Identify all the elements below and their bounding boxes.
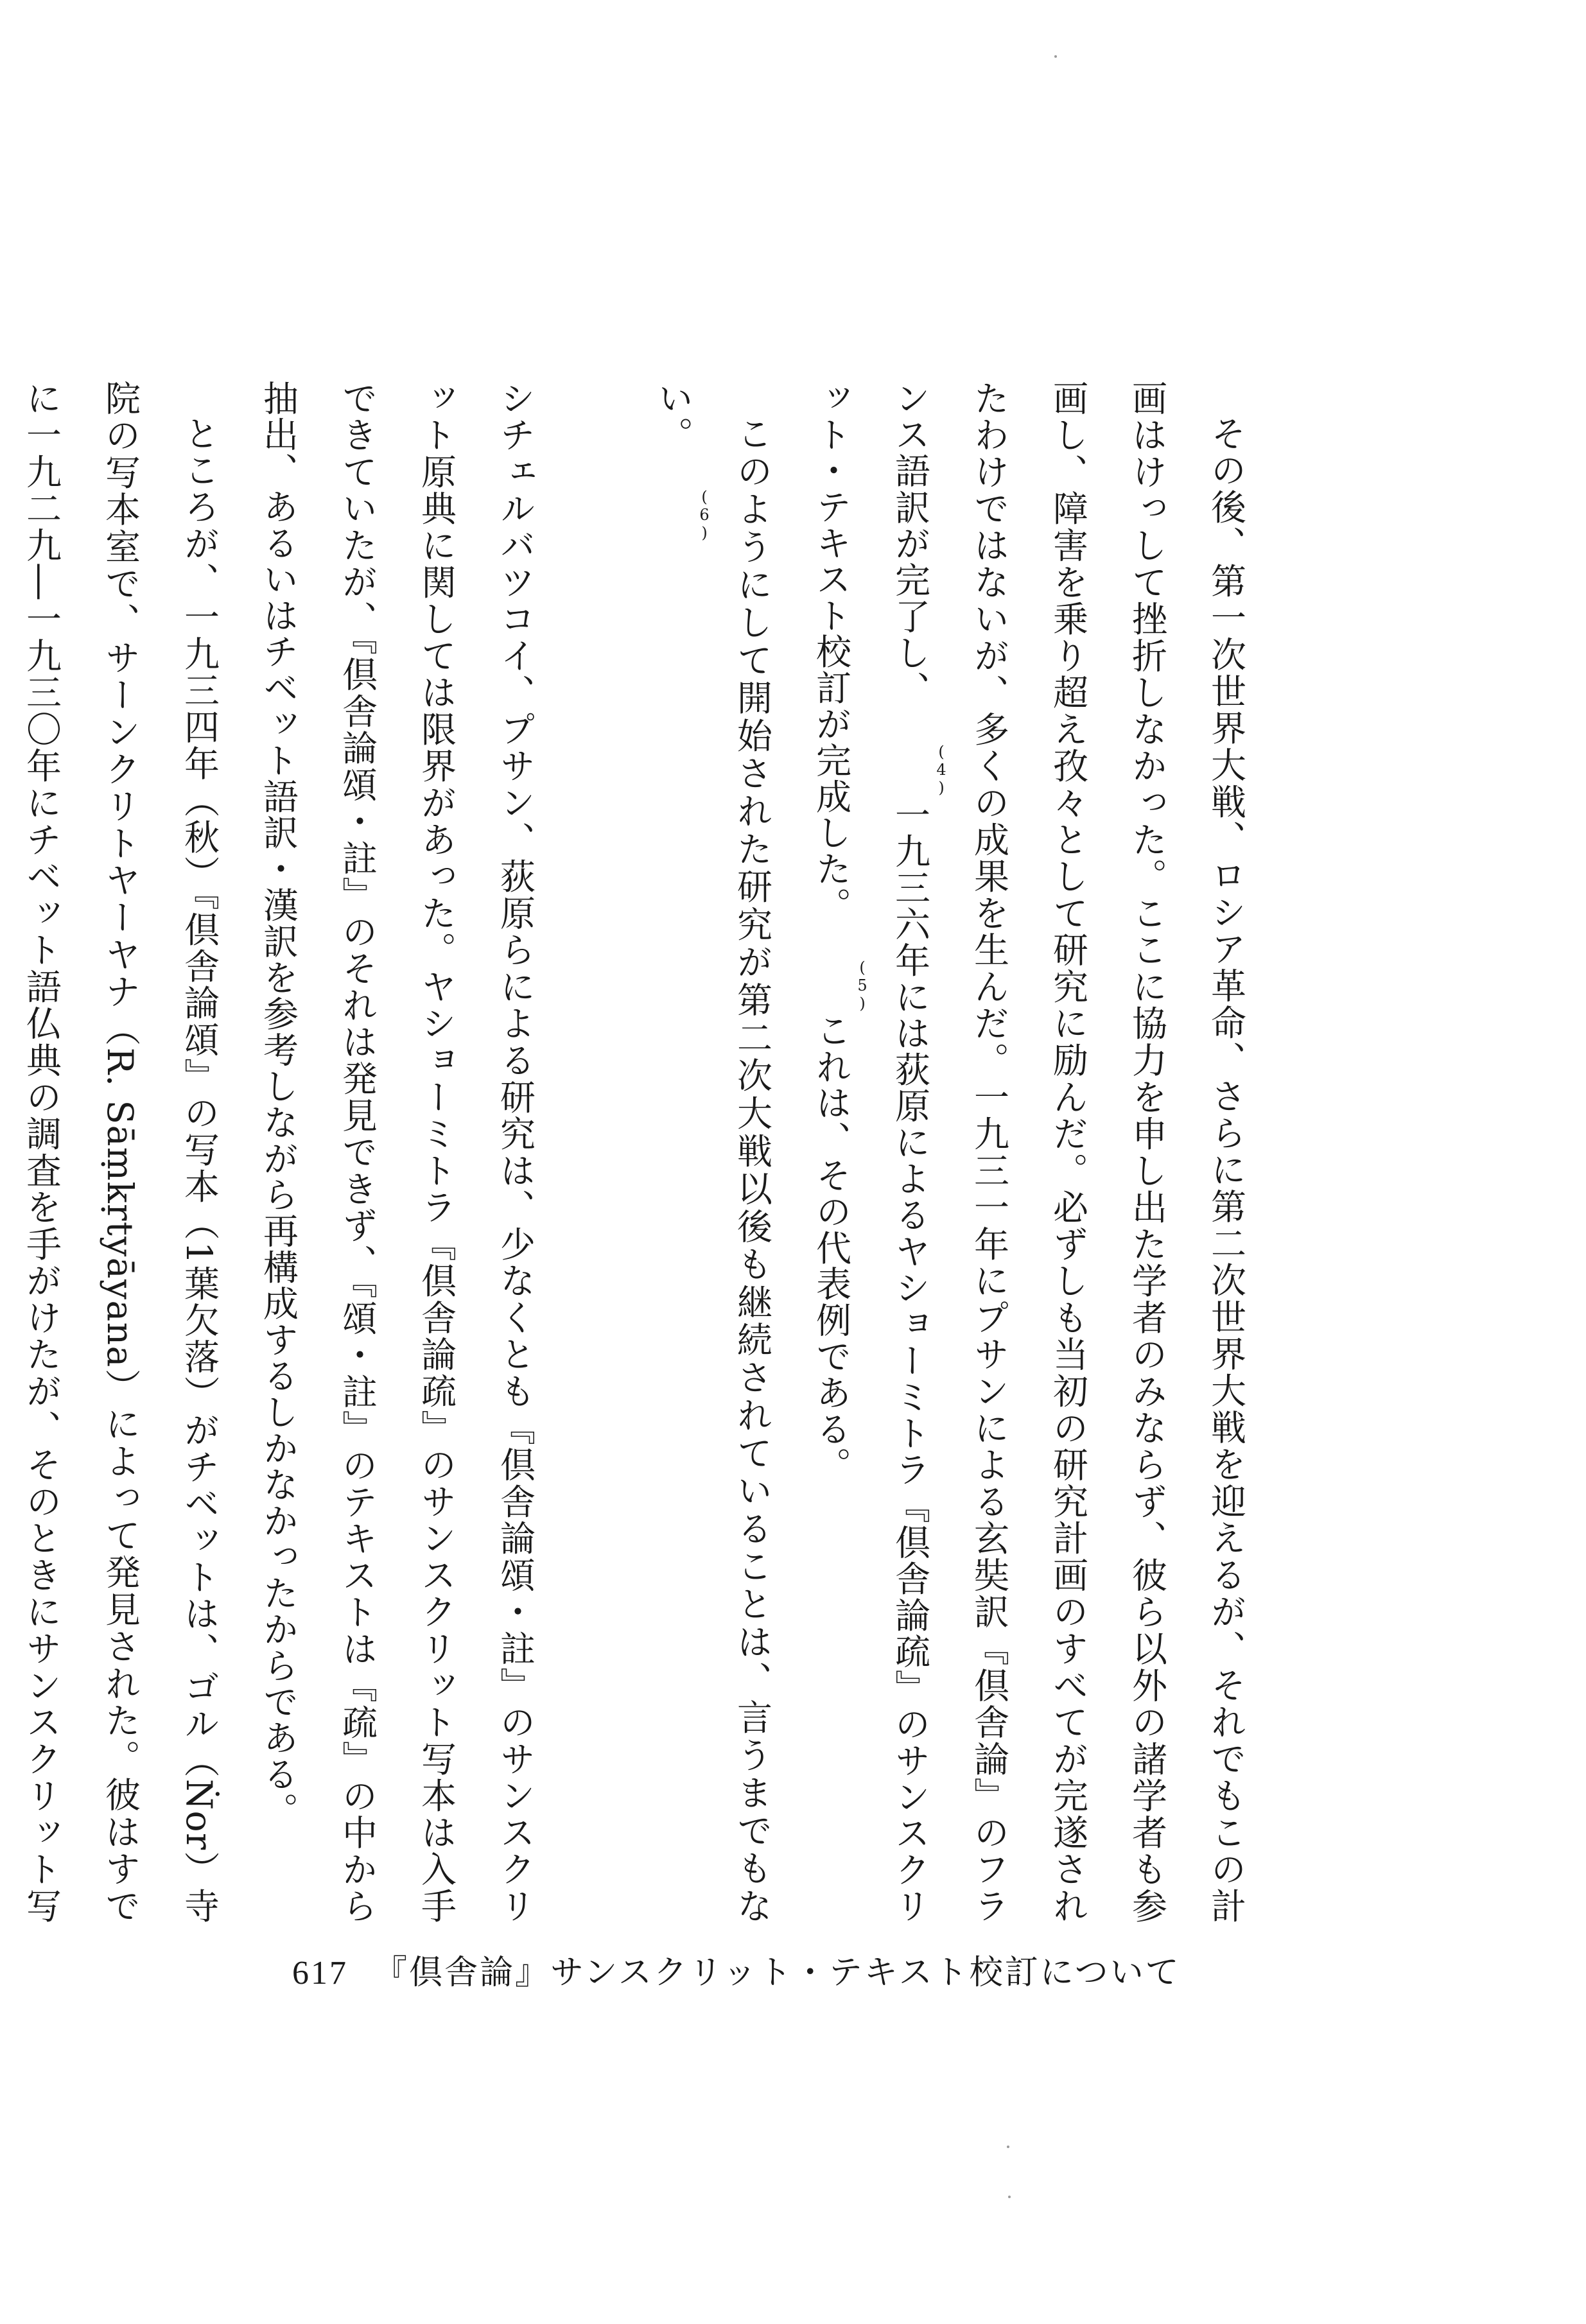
page-number: 617 xyxy=(292,1955,348,1991)
footnote-marker: (6) xyxy=(695,487,713,542)
running-title: 『倶舎論』サンスクリット・テキスト校訂について xyxy=(374,1954,1181,1992)
scan-speck xyxy=(1054,55,1057,58)
scan-speck xyxy=(1007,2146,1009,2148)
running-footer xyxy=(292,1945,1181,1993)
text-run: このようにして開始された研究が第二次大戦以後も継続されていることは、言うまでもない。 xyxy=(652,380,772,1924)
scan-speck xyxy=(1008,2196,1011,2198)
footnote-marker: (4) xyxy=(932,742,950,797)
text-run: シチェルバツコイ、プサン、荻原らによる研究は、少なくとも『倶舎論頌・註』のサンスクリット原典に関しては限界があった。ヤショーミトラ『倶舎論疏』のサンスクリット写本は入手できていたが、『倶舎論頌・註』のそれは発見できず、『頌・註』のテキストは『疏』の中から抽出、あるいはチベット語訳・漢訳を参考しながら再構成するしかなかったからである。 xyxy=(257,380,536,1924)
text-run: その後、第一次世界大戦、ロシア革命、さらに第二次世界大戦を迎えるが、それでもこの計画はけっして挫折しなかった。ここに協力を申し出た学者のみならず、彼ら以外の諸学者も参画し、障害を乗り超え孜々として研究に励んだ。必ずしも当初の研究計画のすべてが完遂されたわけではないが、多くの成果を生んだ。一九三一年にプサンによる玄奘訳『倶舎論』のフランス語訳が完了し、 xyxy=(889,380,1246,1924)
paragraph xyxy=(791,380,1265,1924)
text-run: これは、その代表例である。 xyxy=(810,1012,851,1484)
footnote-marker: (5) xyxy=(853,958,871,1012)
body-text xyxy=(21,380,1265,1924)
text-run: 一九三六年には荻原によるヤショーミトラ『倶舎論疏』のサンスクリット・テキスト校訂が完成した。 xyxy=(810,380,930,1924)
paragraph xyxy=(633,380,791,1924)
paragraph xyxy=(0,380,238,1924)
text-run: ところが、一九三四年（秋）『倶舎論頌』の写本（1葉欠落）がチベットは、ゴル（Ṅor）寺院の写本室で、サーンクリトヤーヤナ（R. Sāṃkṛtyāyana）によって発見された。彼はすでに一九二九―一九三〇年にチベット語仏典の調査を手がけたが、そのときにサンスクリット写 xyxy=(21,380,220,1924)
paragraph xyxy=(238,380,554,1924)
